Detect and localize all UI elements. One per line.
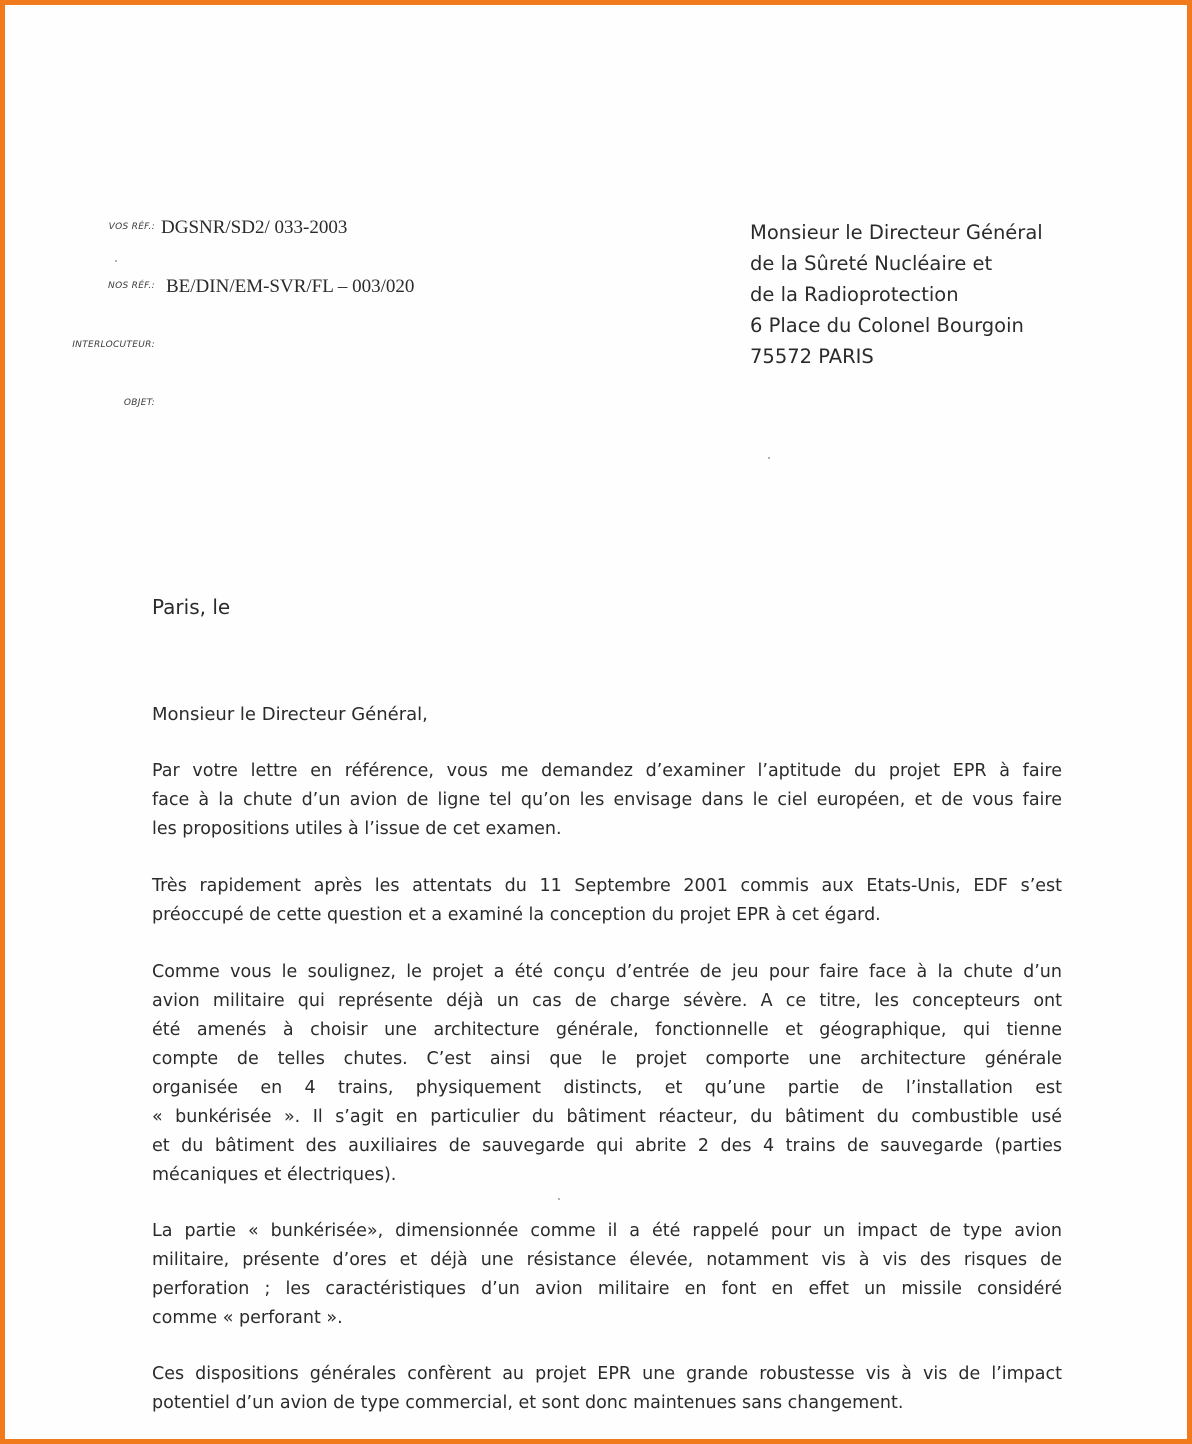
paragraph-line: préoccupé de cette question et a examiné la conception du projet EPR à cet égard. xyxy=(152,905,881,925)
paragraph-line: et du bâtiment des auxiliaires de sauvegarde qui abrite 2 des 4 trains de sauvegarde (parties xyxy=(152,1136,1062,1156)
body-paragraph xyxy=(152,1217,1062,1333)
vos-ref-label: VOS RÉF.: xyxy=(108,222,155,232)
interlocuteur-label: INTERLOCUTEUR: xyxy=(72,340,155,350)
paragraph-line: La partie « bunkérisée», dimensionnée comme il a été rappelé pour un impact de type avion xyxy=(152,1221,1062,1241)
paragraph-line: Très rapidement après les attentats du 11 Septembre 2001 commis aux Etats-Unis, EDF s’est xyxy=(152,876,1062,896)
recipient-address xyxy=(750,217,1043,372)
letter-page xyxy=(5,5,1187,1439)
paragraph-line: comme « perforant ». xyxy=(152,1308,343,1328)
paragraph-line: mécaniques et électriques). xyxy=(152,1165,397,1185)
recipient-line: de la Radioprotection xyxy=(750,283,959,306)
date-line: Paris, le xyxy=(152,595,231,619)
nos-ref-label: NOS RÉF.: xyxy=(108,281,155,291)
paragraph-line: Ces dispositions générales confèrent au projet EPR une grande robustesse vis à vis de l’impact xyxy=(152,1364,1062,1384)
paragraph-line: perforation ; les caractéristiques d’un avion militaire en font en effet un missile considéré xyxy=(152,1279,1062,1299)
scan-speck xyxy=(558,1198,560,1200)
vos-ref-value: DGSNR/SD2/ 033-2003 xyxy=(161,217,348,238)
body-paragraph xyxy=(152,1360,1062,1418)
recipient-line: de la Sûreté Nucléaire et xyxy=(750,252,993,275)
paragraph-line: « bunkérisée ». Il s’agit en particulier du bâtiment réacteur, du bâtiment du combustible usé xyxy=(152,1107,1062,1127)
paragraph-line: avion militaire qui représente déjà un cas de charge sévère. A ce titre, les concepteurs ont xyxy=(152,991,1062,1011)
objet-label: OBJET: xyxy=(123,398,155,408)
paragraph-line: Par votre lettre en référence, vous me demandez d’examiner l’aptitude du projet EPR à faire xyxy=(152,761,1062,781)
paragraph-line: été amenés à choisir une architecture générale, fonctionnelle et géographique, qui tienne xyxy=(152,1020,1062,1040)
salutation: Monsieur le Directeur Général, xyxy=(152,704,428,725)
paragraph-line: les propositions utiles à l’issue de cet examen. xyxy=(152,819,562,839)
recipient-line: 6 Place du Colonel Bourgoin xyxy=(750,314,1024,337)
paragraph-line: potentiel d’un avion de type commercial, et sont donc maintenues sans changement. xyxy=(152,1393,904,1413)
paragraph-line: organisée en 4 trains, physiquement distincts, et qu’une partie de l’installation est xyxy=(152,1078,1062,1098)
paragraph-line: militaire, présente d’ores et déjà une résistance élevée, notamment vis à vis des risques de xyxy=(152,1250,1062,1270)
body-paragraph xyxy=(152,872,1062,930)
paragraph-line: Comme vous le soulignez, le projet a été conçu d’entrée de jeu pour faire face à la chute d’un xyxy=(152,962,1062,982)
recipient-line: Monsieur le Directeur Général xyxy=(750,221,1043,244)
body-paragraph xyxy=(152,958,1062,1190)
scan-speck xyxy=(768,457,770,459)
recipient-line: 75572 PARIS xyxy=(750,345,874,368)
nos-ref-value: BE/DIN/EM-SVR/FL – 003/020 xyxy=(166,276,415,297)
paragraph-line: compte de telles chutes. C’est ainsi que le projet comporte une architecture générale xyxy=(152,1049,1062,1069)
body-paragraph xyxy=(152,757,1062,844)
paragraph-line: face à la chute d’un avion de ligne tel qu’on les envisage dans le ciel européen, et de vous faire xyxy=(152,790,1062,810)
scan-speck xyxy=(115,260,117,262)
